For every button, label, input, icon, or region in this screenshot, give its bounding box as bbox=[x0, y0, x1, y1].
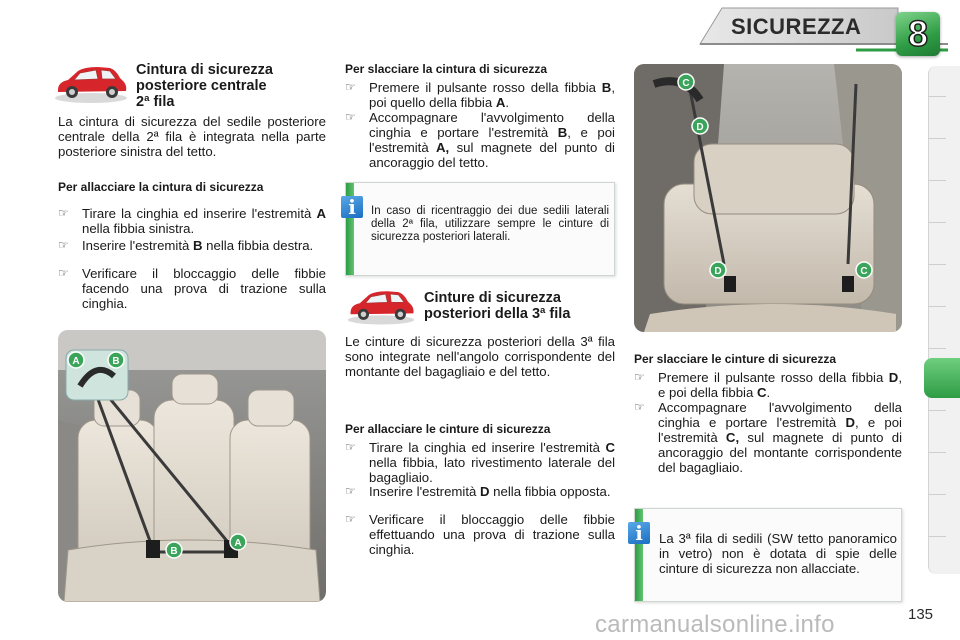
label-a: A bbox=[234, 538, 242, 549]
info-note-text: In caso di ricentraggio dei due sedili laterali della 2ª fila, utilizzare sempre le cinture di sicurezza posteriori laterali. bbox=[371, 205, 609, 243]
bullet-icon: ☞ bbox=[58, 266, 69, 280]
fasten-step: Inserire l'estremità B nella fibbia destra. bbox=[82, 238, 314, 253]
label-c: C bbox=[860, 266, 868, 277]
tab-divider bbox=[928, 452, 946, 453]
tab-divider bbox=[928, 138, 946, 139]
info-note-box bbox=[634, 508, 902, 602]
tab-divider bbox=[928, 494, 946, 495]
car-icon bbox=[52, 62, 130, 104]
fasten-heading: Per allacciare la cintura di sicurezza bbox=[58, 180, 264, 194]
tab-divider bbox=[928, 306, 946, 307]
chapter-number-badge bbox=[896, 12, 940, 56]
tab-divider bbox=[928, 410, 946, 411]
info-note-box bbox=[345, 182, 615, 276]
page-number: 135 bbox=[908, 606, 934, 623]
third-row-seat-photo bbox=[634, 64, 902, 332]
section-intro: La cintura di sicurezza del sedile posteriore centrale della 2ª fila è integrata nella parte posteriore sinistra del tetto. bbox=[58, 114, 326, 159]
bullet-icon: ☞ bbox=[345, 484, 356, 498]
tab-divider bbox=[928, 180, 946, 181]
chapter-title: SICUREZZA bbox=[731, 14, 862, 39]
fasten-step: Inserire l'estremità D nella fibbia opposta. bbox=[369, 484, 611, 499]
fasten-step: Tirare la cinghia ed inserire l'estremità C nella fibbia, lato rivestimento laterale del bagagliaio. bbox=[369, 440, 615, 485]
chapter-tab-active[interactable] bbox=[924, 358, 960, 398]
info-icon: i bbox=[341, 196, 363, 218]
label-b: B bbox=[112, 356, 120, 367]
tab-divider bbox=[928, 96, 946, 97]
bullet-icon: ☞ bbox=[634, 370, 645, 384]
bullet-icon: ☞ bbox=[345, 440, 356, 454]
section-title-line: posteriore centrale bbox=[136, 78, 267, 94]
unfasten-heading: Per slacciare le cinture di sicurezza bbox=[634, 352, 837, 366]
tab-divider bbox=[928, 536, 946, 537]
label-c: C bbox=[682, 78, 690, 89]
fasten-step: Verificare il bloccaggio delle fibbie effettuando una prova di trazione sulla cinghia. bbox=[369, 512, 615, 557]
bullet-icon: ☞ bbox=[345, 80, 356, 94]
bullet-icon: ☞ bbox=[58, 206, 69, 220]
label-b: B bbox=[170, 546, 178, 557]
unfasten-step: Accompagnare l'avvolgimento della cinghia e portare l'estremità B, e poi l'estremità A, sul magnete del punto di ancoraggio del tetto. bbox=[369, 110, 615, 170]
unfasten-step: Accompagnare l'avvolgimento della cinghia e portare l'estremità D, e poi l'estremità C, sul magnete di punto di ancoraggio del montante corrispondente del bagagliaio. bbox=[658, 400, 903, 475]
section-title-line: Cintura di sicurezza bbox=[136, 62, 273, 78]
unfasten-step: Premere il pulsante rosso della fibbia D, e poi della fibbia C. bbox=[658, 370, 902, 400]
chapter-number: 8 bbox=[907, 13, 929, 54]
section-title-line: 2ª fila bbox=[136, 94, 175, 110]
unfasten-step: Premere il pulsante rosso della fibbia B, poi quello della fibbia A. bbox=[369, 80, 615, 110]
section-intro: Le cinture di sicurezza posteriori della 3ª fila sono integrate nell'angolo corrispondente del montante del bagagliaio e del tetto. bbox=[345, 334, 615, 379]
unfasten-heading: Per slacciare la cintura di sicurezza bbox=[345, 62, 548, 76]
watermark: carmanualsonline.info bbox=[595, 611, 835, 638]
section-title-line: posteriori della 3ª fila bbox=[424, 306, 571, 322]
label-d: D bbox=[696, 122, 704, 133]
label-a: A bbox=[72, 356, 80, 367]
tab-divider bbox=[928, 264, 946, 265]
chapter-tab-strip bbox=[928, 66, 960, 574]
car-icon bbox=[345, 286, 417, 326]
second-row-seat-photo bbox=[58, 330, 326, 602]
info-note-text: La 3ª fila di sedili (SW tetto panoramico in vetro) non è dotata di spie delle cinture di sicurezza non allacciate. bbox=[659, 531, 897, 576]
bullet-icon: ☞ bbox=[345, 512, 356, 526]
tab-divider bbox=[928, 348, 946, 349]
label-d: D bbox=[714, 266, 722, 277]
fasten-step: Verificare il bloccaggio delle fibbie facendo una prova di trazione sulla cinghia. bbox=[82, 266, 326, 311]
bullet-icon: ☞ bbox=[634, 400, 645, 414]
bullet-icon: ☞ bbox=[345, 110, 356, 124]
bullet-icon: ☞ bbox=[58, 238, 69, 252]
info-icon: i bbox=[628, 522, 650, 544]
fasten-heading: Per allacciare le cinture di sicurezza bbox=[345, 422, 551, 436]
section-title-line: Cinture di sicurezza bbox=[424, 290, 561, 306]
fasten-step: Tirare la cinghia ed inserire l'estremità A nella fibbia sinistra. bbox=[82, 206, 326, 236]
tab-divider bbox=[928, 222, 946, 223]
